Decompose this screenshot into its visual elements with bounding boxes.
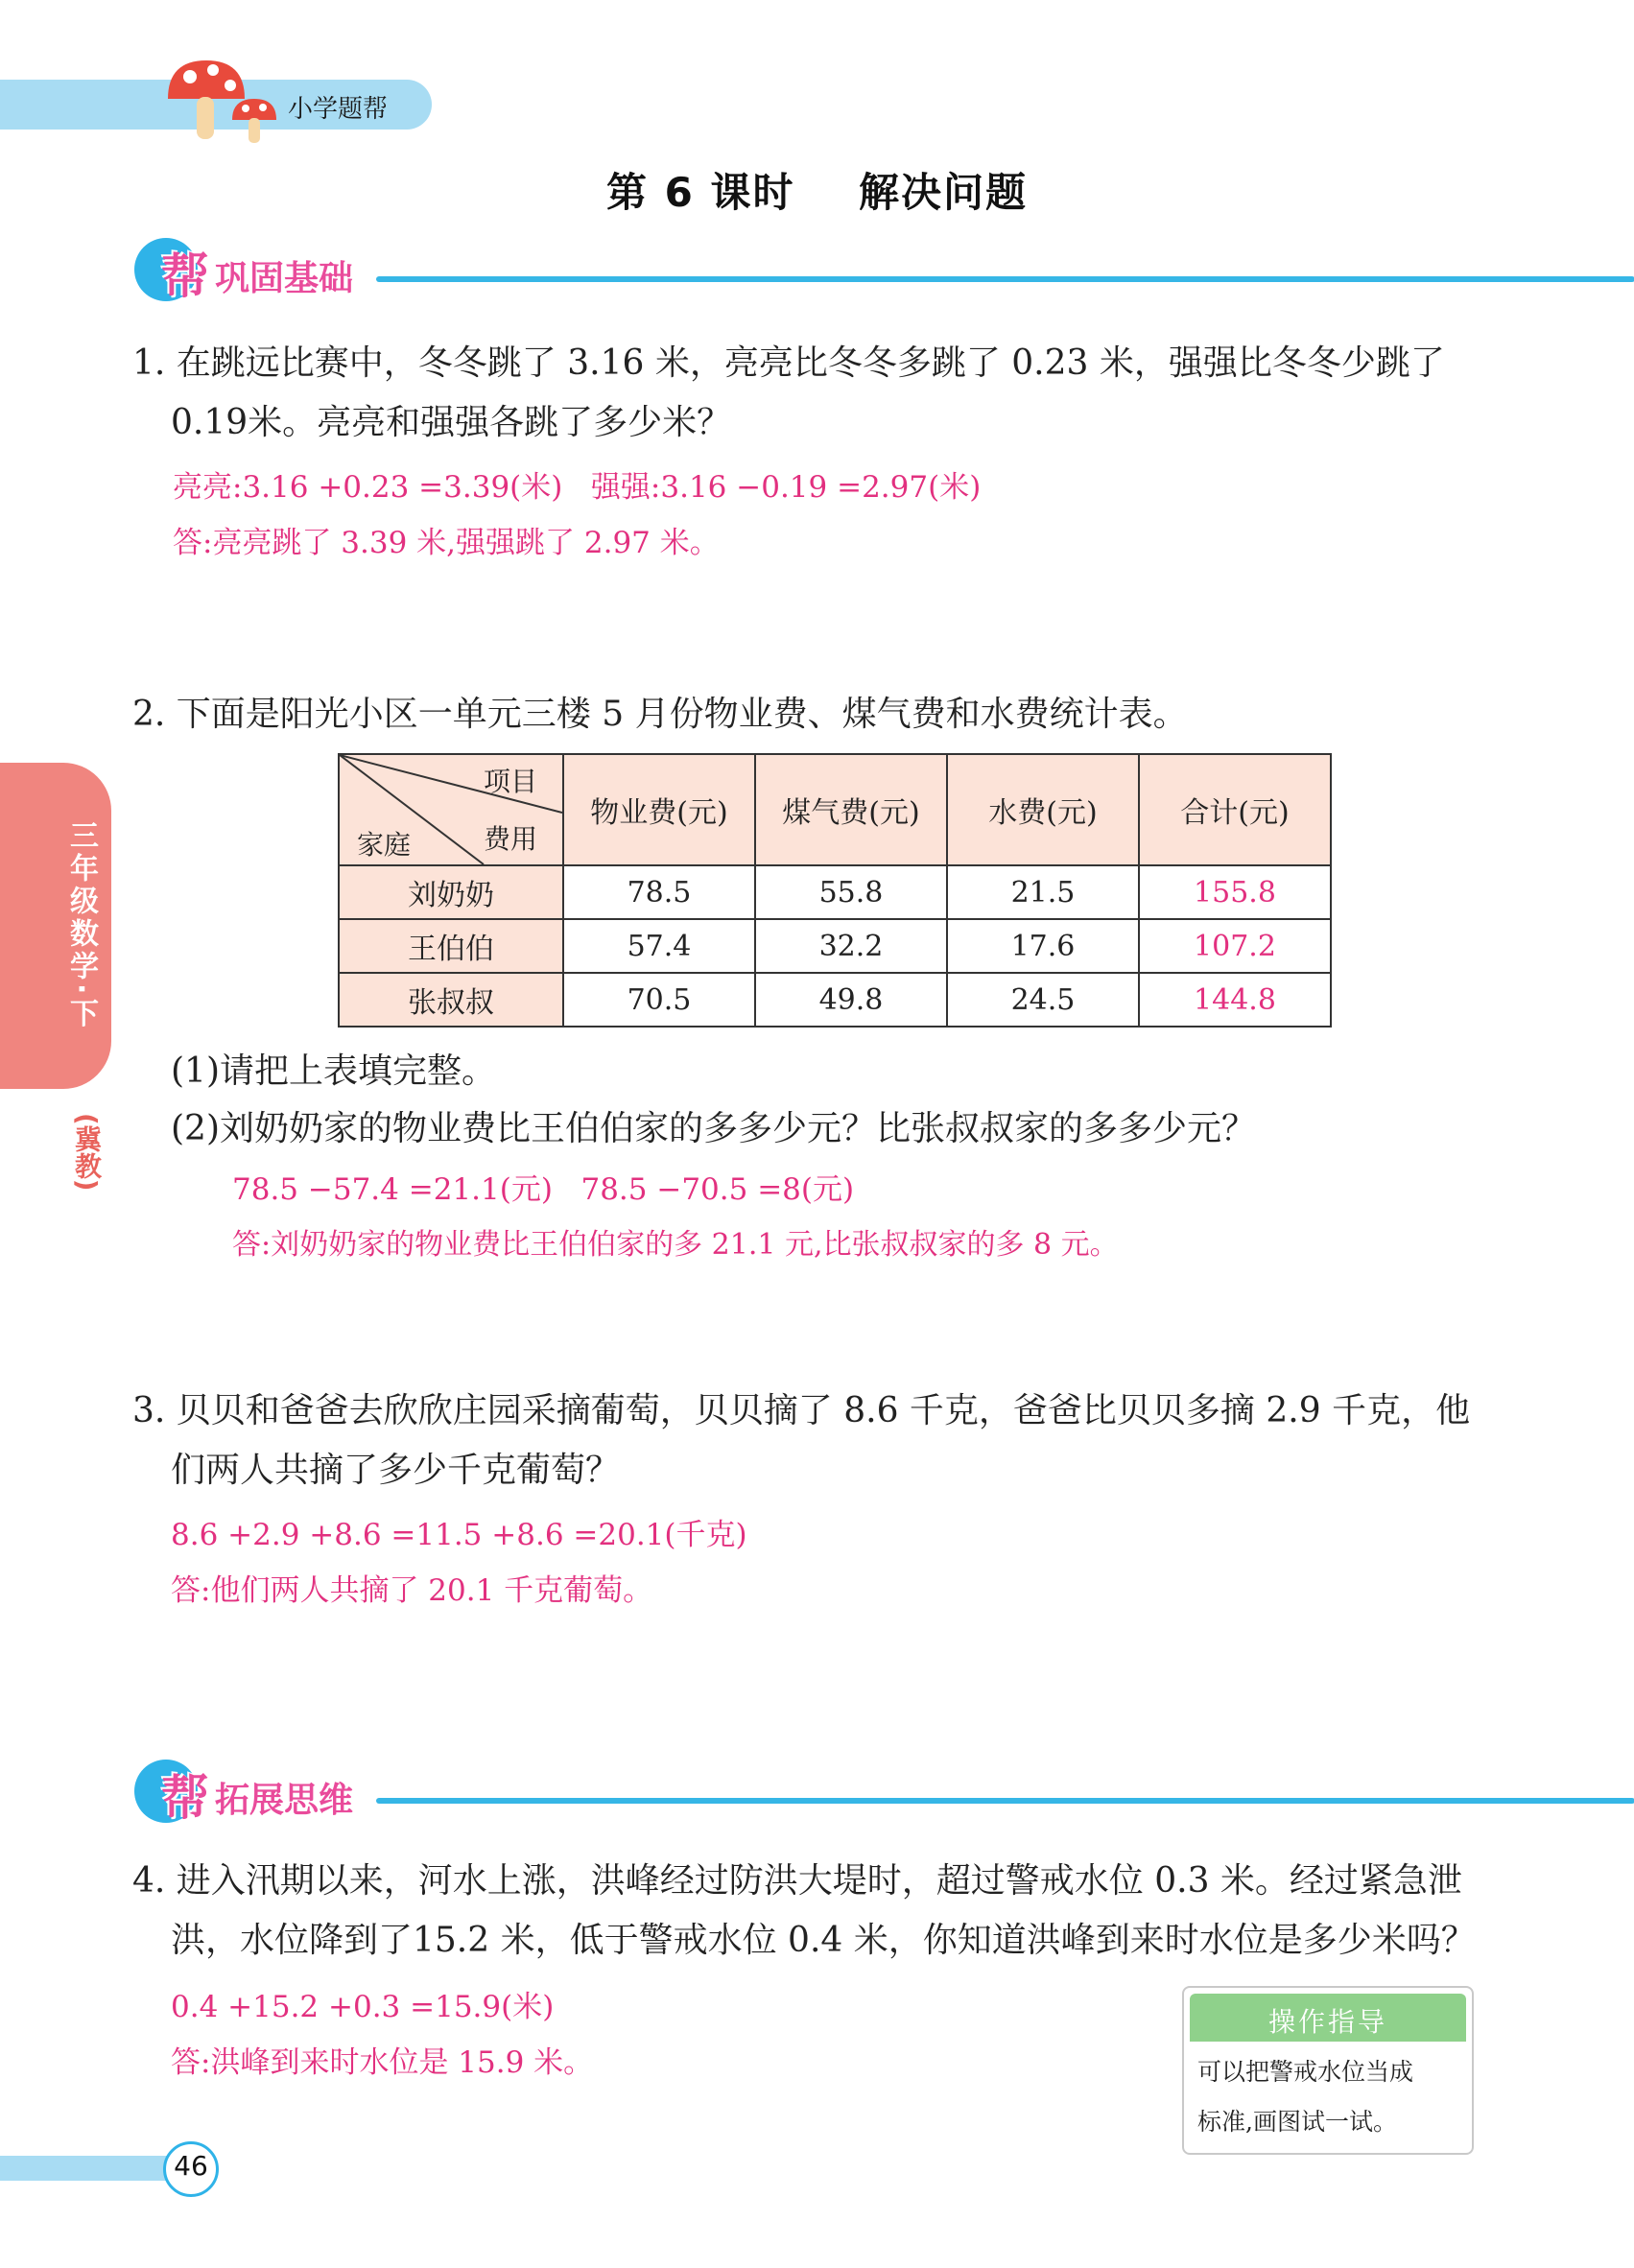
table-cell-total: 155.8 xyxy=(1139,865,1331,919)
table-cell: 70.5 xyxy=(563,973,755,1027)
answer-1-calc: 亮亮:3.16 +0.23 =3.39(米) 强强:3.16 −0.19 =2.97(米) xyxy=(173,470,982,505)
table-header-cell: 煤气费(元) xyxy=(755,754,947,865)
lesson-title: 第 6 课时 解决问题 xyxy=(606,169,1028,216)
table-header-row xyxy=(339,754,1331,865)
question-4-line2: 洪，水位降到了15.2 米，低于警戒水位 0.4 米，你知道洪峰到来时水位是多少米吗？ xyxy=(171,1921,1476,1960)
section-divider xyxy=(376,276,1634,282)
table-cell: 49.8 xyxy=(755,973,947,1027)
answer-2-calc: 78.5 −57.4 =21.1(元) 78.5 −70.5 =8(元) xyxy=(232,1172,855,1207)
table-cell-total: 144.8 xyxy=(1139,973,1331,1027)
page-number: 46 xyxy=(174,2150,208,2182)
hint-header xyxy=(1190,1994,1466,2042)
question-3 xyxy=(132,1382,1504,1500)
table-cell: 32.2 xyxy=(755,919,947,973)
question-3-line2: 们两人共摘了多少千克葡萄？ xyxy=(171,1451,621,1490)
table-cell: 24.5 xyxy=(947,973,1139,1027)
section-title: 拓展思维 xyxy=(215,1781,354,1820)
hint-line2: 标准,画图试一试。 xyxy=(1197,2108,1397,2136)
answer-3-calc: 8.6 +2.9 +8.6 =11.5 +8.6 =20.1(千克) xyxy=(171,1518,747,1552)
section-header-basic xyxy=(134,230,1506,307)
question-1-line1: 1. 在跳远比赛中，冬冬跳了 3.16 米，亮亮比冬冬多跳了 0.23 米，强强比冬冬少跳了 xyxy=(132,343,1445,383)
question-1-line2: 0.19米。亮亮和强强各跳了多少米？ xyxy=(171,403,732,442)
table-cell: 57.4 xyxy=(563,919,755,973)
section-bang: 帮 xyxy=(161,1770,209,1826)
side-tab-label: 三年级数学·下 xyxy=(64,820,98,1031)
table-header-cell: 物业费(元) xyxy=(563,754,755,865)
table-cell-family: 王伯伯 xyxy=(339,919,563,973)
section-header-extend xyxy=(134,1752,1506,1829)
answer-2-statement: 答:刘奶奶家的物业费比王伯伯家的多 21.1 元,比张叔叔家的多 8 元。 xyxy=(232,1228,1119,1262)
section-title: 巩固基础 xyxy=(215,259,354,298)
table-header-cell: 合计(元) xyxy=(1139,754,1331,865)
question-2 xyxy=(132,685,1504,744)
question-2-sub1: (1)请把上表填完整。 xyxy=(171,1051,496,1091)
question-4 xyxy=(132,1852,1504,1971)
hint-body xyxy=(1197,2047,1466,2147)
question-1 xyxy=(132,334,1504,453)
table-cell: 17.6 xyxy=(947,919,1139,973)
mushroom-icon xyxy=(163,53,283,149)
hint-line1: 可以把警戒水位当成 xyxy=(1197,2058,1414,2086)
corner-label-item: 项目 xyxy=(484,766,538,797)
table-cell: 78.5 xyxy=(563,865,755,919)
hint-box xyxy=(1182,1986,1474,2155)
answer-4-calc: 0.4 +15.2 +0.3 =15.9(米) xyxy=(171,1990,555,2024)
question-3-line1: 3. 贝贝和爸爸去欣欣庄园采摘葡萄，贝贝摘了 8.6 千克，爸爸比贝贝多摘 2.9 千克，他 xyxy=(132,1391,1471,1430)
brand-label: 小学题帮 xyxy=(288,95,389,124)
fee-table xyxy=(338,753,1332,1028)
table-header-cell: 水费(元) xyxy=(947,754,1139,865)
table-cell-family: 刘奶奶 xyxy=(339,865,563,919)
section-divider xyxy=(376,1798,1634,1804)
table-cell: 21.5 xyxy=(947,865,1139,919)
table-row xyxy=(339,973,1331,1027)
corner-label-cost: 费用 xyxy=(484,823,538,855)
table-cell-family: 张叔叔 xyxy=(339,973,563,1027)
table-cell-total: 107.2 xyxy=(1139,919,1331,973)
section-bang: 帮 xyxy=(161,248,209,304)
answer-1-statement: 答:亮亮跳了 3.39 米,强强跳了 2.97 米。 xyxy=(173,526,720,560)
table-row xyxy=(339,919,1331,973)
side-tab-edition: (冀教) xyxy=(71,1113,103,1192)
question-2-line1: 2. 下面是阳光小区一单元三楼 5 月份物业费、煤气费和水费统计表。 xyxy=(132,695,1188,734)
table-row xyxy=(339,865,1331,919)
question-2-sub2: (2)刘奶奶家的物业费比王伯伯家的多多少元？比张叔叔家的多多少元？ xyxy=(171,1109,1256,1148)
answer-3-statement: 答:他们两人共摘了 20.1 千克葡萄。 xyxy=(171,1573,653,1608)
hint-title: 操作指导 xyxy=(1267,2006,1387,2038)
corner-label-family: 家庭 xyxy=(357,829,412,861)
answer-4-statement: 答:洪峰到来时水位是 15.9 米。 xyxy=(171,2045,594,2080)
question-4-line1: 4. 进入汛期以来，河水上涨，洪峰经过防洪大堤时，超过警戒水位 0.3 米。经过紧急泄 xyxy=(132,1861,1462,1901)
table-corner-cell xyxy=(339,754,563,865)
table-cell: 55.8 xyxy=(755,865,947,919)
